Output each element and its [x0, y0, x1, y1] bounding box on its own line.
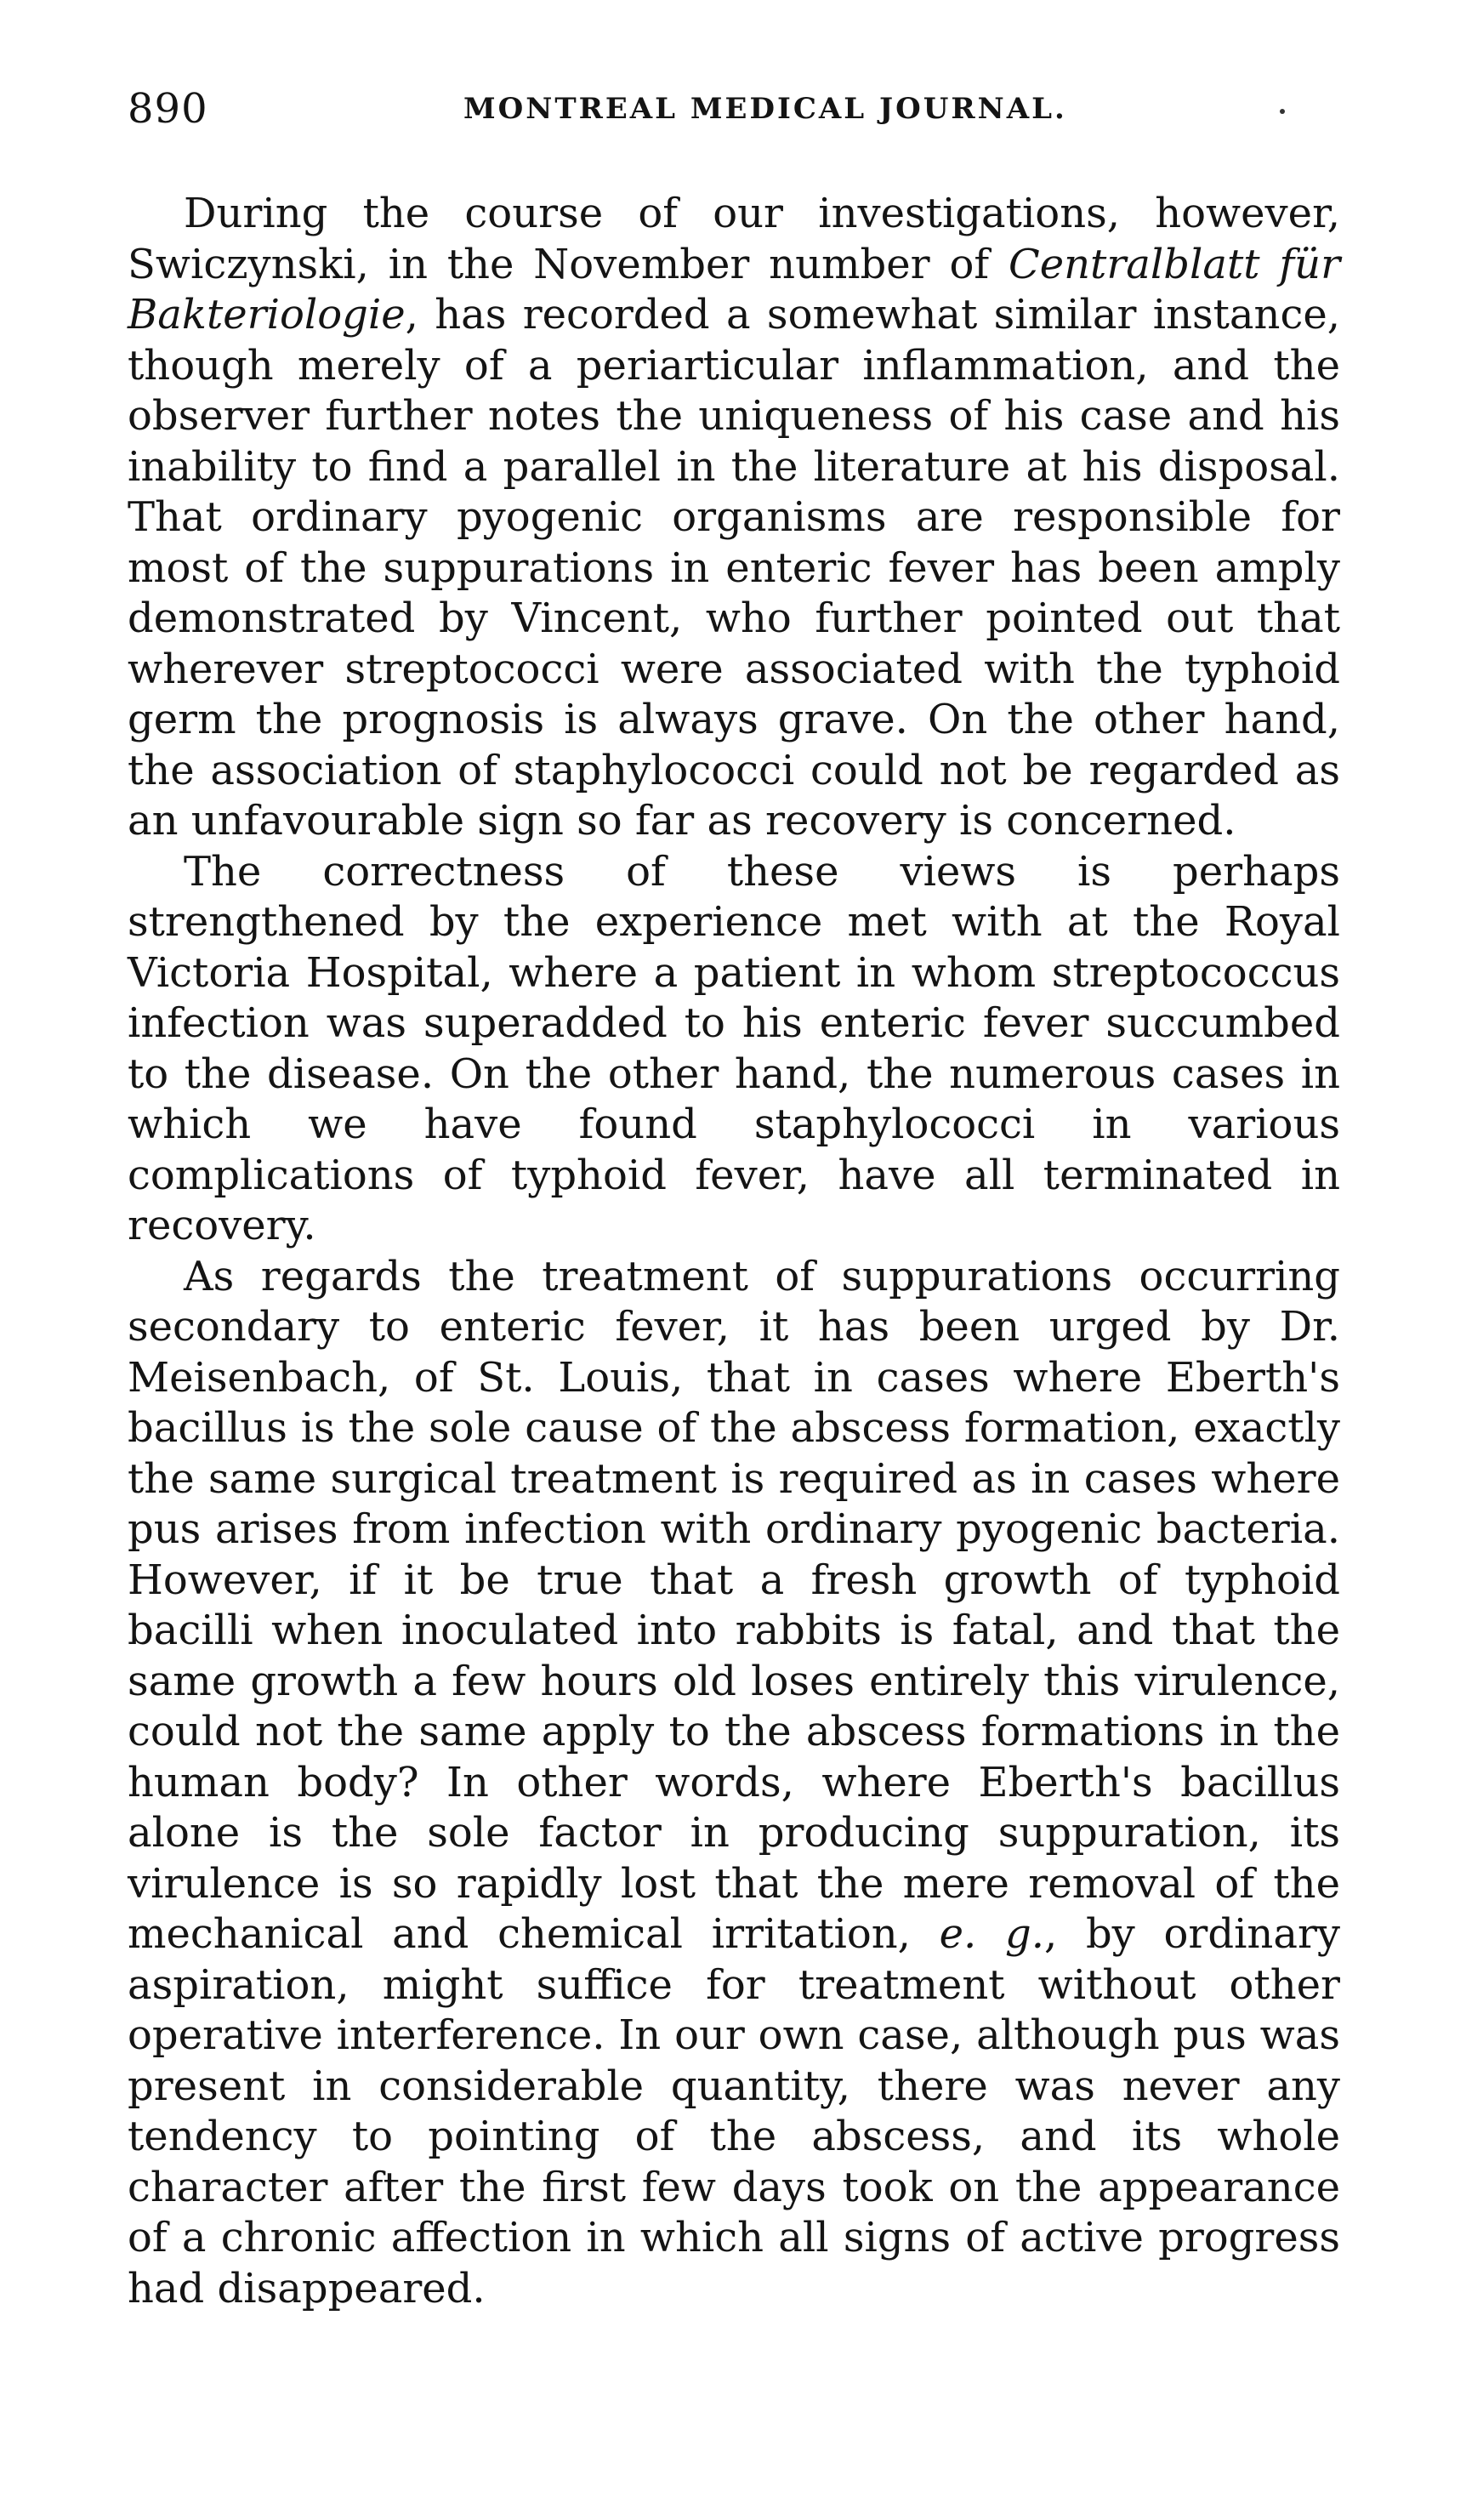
abbreviation-italic: e. g.	[939, 1910, 1044, 1958]
paragraph-2	[128, 847, 1340, 1252]
text-segment: , by ordinary aspiration, might suffice for treatment without other operative interference. In our own case, although pus was present in considerable quantity, there was never any tendency to pointing of the abscess, and its whole character after the first few days took on the appearance of a chronic affection in which all signs of active progress had disappeared.	[128, 1910, 1341, 2312]
stray-ink-mark	[1280, 109, 1285, 114]
journal-title: MONTREAL MEDICAL JOURNAL.	[463, 92, 1067, 126]
text-segment: The correctness of these views is perhaps strengthened by the experience met with at the Royal Victoria Hospital, where a patient in whom streptococcus infection was superadded to his enteric fever succumbed to the disease. On the other hand, the numerous cases in which we have found staphylococci in various complications of typhoid fever, have all terminated in recovery.	[128, 847, 1340, 1249]
journal-name-italic: Centralblatt für Bakteriologie	[128, 240, 1341, 338]
text-segment: , has recorded a somewhat similar instance, though merely of a periarticular inflammation, and the observer further notes the uniqueness of his case and his inability to find a parallel in the literature at his disposal. That ordinary pyogenic organisms are responsible for most of the suppurations in enteric fever has been amply demonstrated by Vincent, who further pointed out that wherever streptococci were associated with the typhoid germ the prognosis is always grave. On the other hand, the association of staphylococci could not be regarded as an unfavourable sign so far as recovery is concerned.	[128, 291, 1340, 845]
text-segment: During the course of our investigations, however, Swiczynski, in the November number of	[128, 190, 1340, 288]
running-head	[128, 85, 1335, 145]
paragraph-1	[128, 189, 1340, 847]
paragraph-3	[128, 1252, 1340, 2315]
page-number: 890	[128, 85, 208, 133]
text-segment: As regards the treatment of suppurations occurring secondary to enteric fever, it has been urged by Dr. Meisenbach, of St. Louis, that in cases where Eberth's bacillus is the sole cause of the abscess formation, exactly the same surgical treatment is required as in cases where pus arises from infection with ordinary pyogenic bacteria. However, if it be true that a fresh growth of typhoid bacilli when inoculated into rabbits is fatal, and that the same growth a few hours old loses entirely this virulence, could not the same apply to the abscess formations in the human body? In other words, where Eberth's bacillus alone is the sole factor in producing suppuration, its virulence is so rapidly lost that the mere removal of the mechanical and chemical irritation,	[128, 1252, 1340, 1958]
article-body	[128, 189, 1340, 2314]
